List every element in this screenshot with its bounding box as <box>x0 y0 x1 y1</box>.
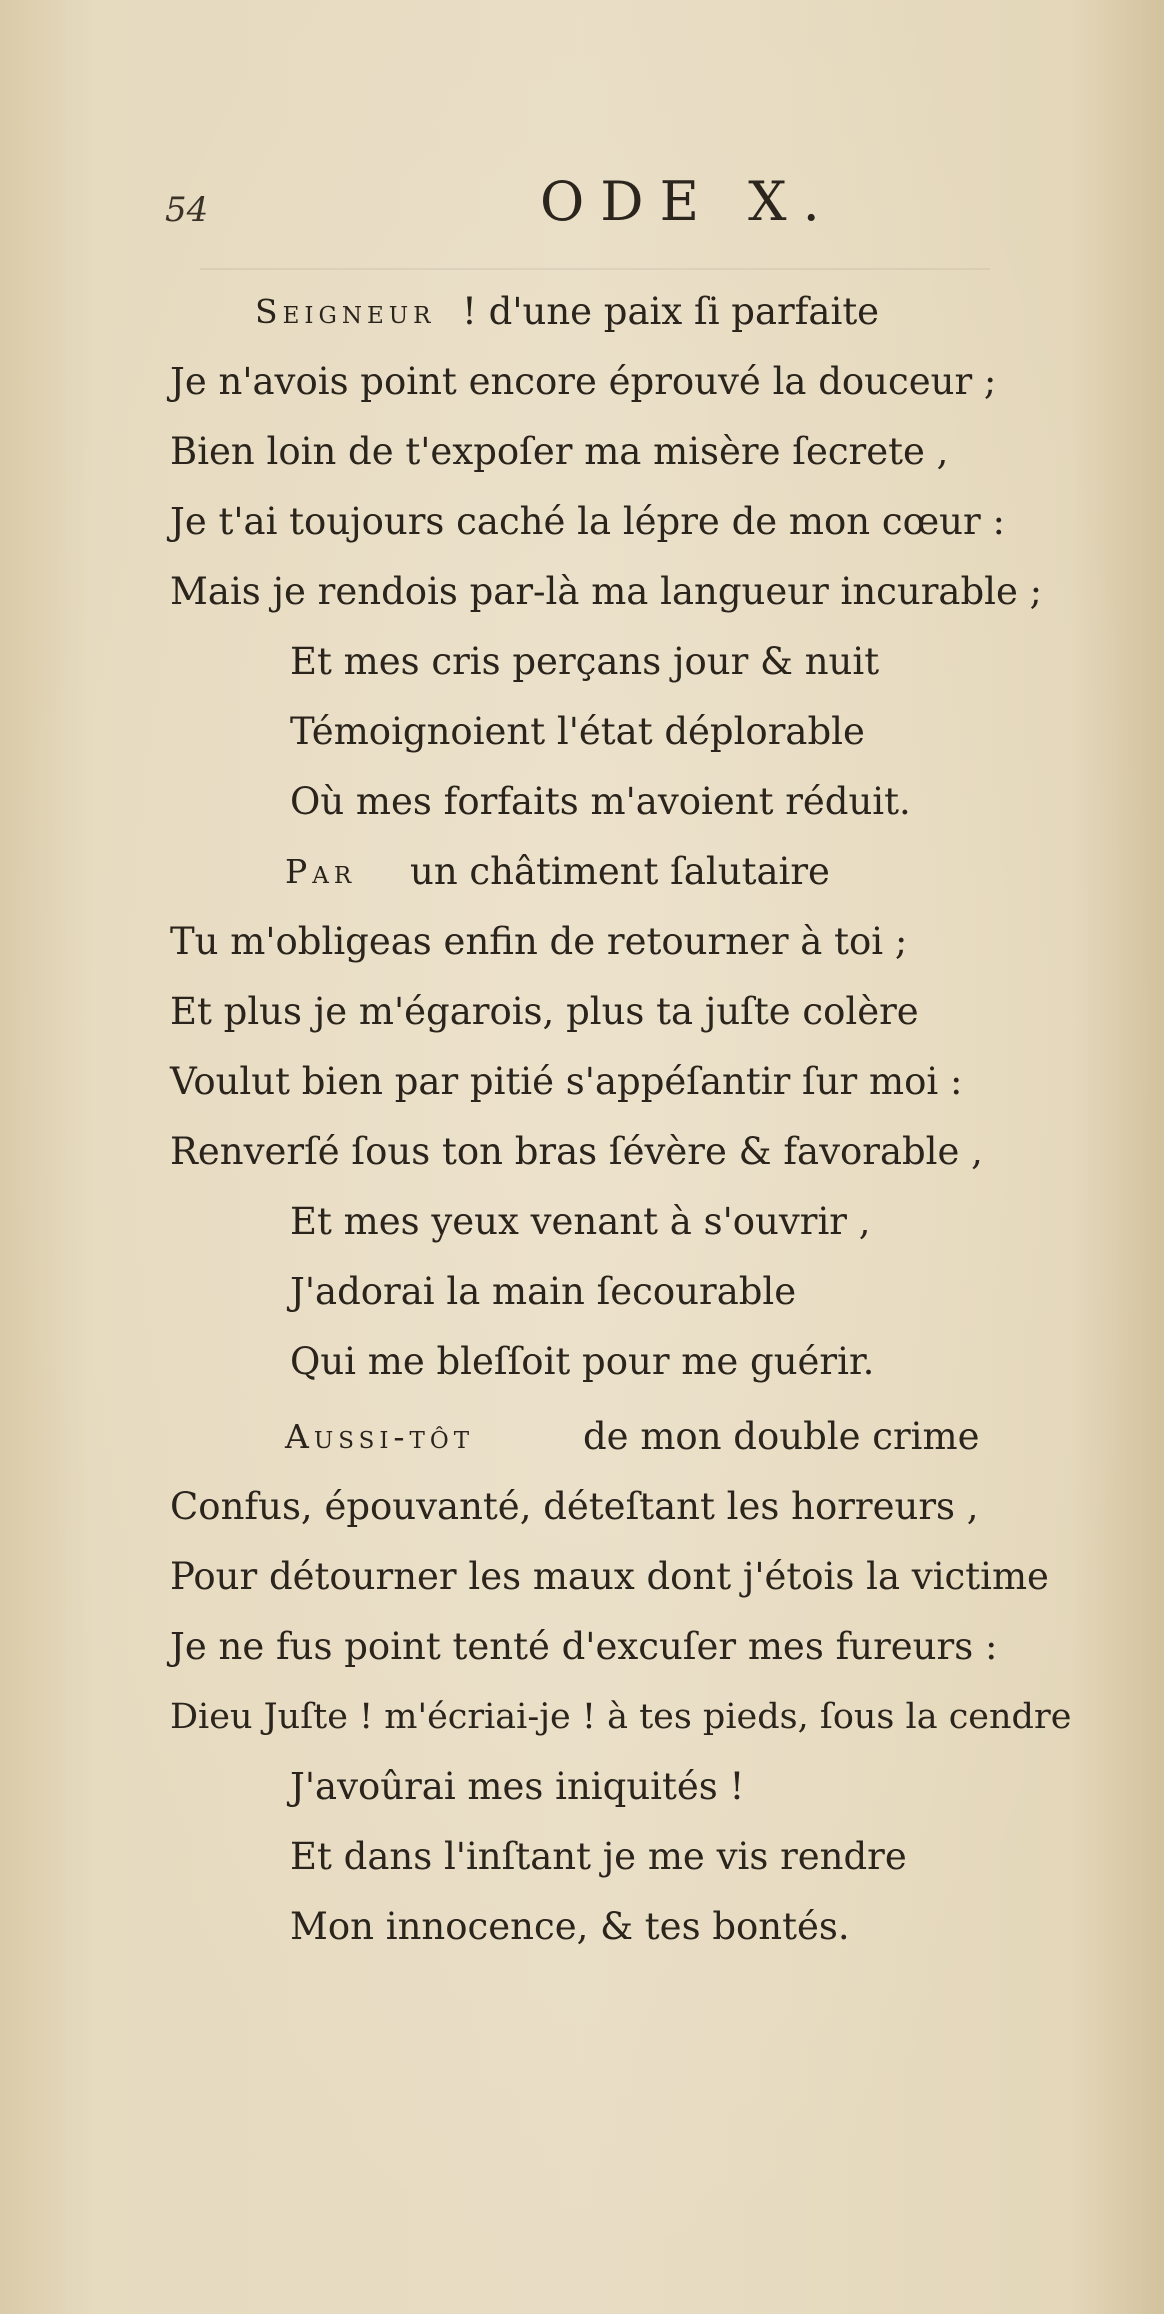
stanza-2-line-8: Qui me bleſſoit pour me guérir. <box>290 1340 875 1383</box>
stanza-2-line-7: J'adorai la main ſecourable <box>290 1270 797 1313</box>
stanza-3-line-8: Mon innocence, & tes bontés. <box>290 1905 850 1948</box>
stanza-2-line-6: Et mes yeux venant à s'ouvrir , <box>290 1200 871 1243</box>
stanza-3-line-7: Et dans l'inſtant je me vis rendre <box>290 1835 907 1878</box>
stanza-1-lead-word: Seigneur <box>255 292 436 331</box>
stanza-3-line-6: J'avoûrai mes iniquités ! <box>290 1765 745 1808</box>
stanza-3-line-2: Confus, épouvanté, déteſtant les horreurs , <box>170 1485 979 1528</box>
stanza-1-line-8: Où mes forfaits m'avoient réduit. <box>290 780 911 823</box>
stanza-2-line-4: Voulut bien par pitié s'appéſantir ſur moi : <box>170 1060 963 1103</box>
stanza-3-lead-word: Aussi-tôt <box>285 1417 475 1456</box>
stanza-2-line-2: Tu m'obligeas enfin de retourner à toi ; <box>170 920 908 963</box>
stanza-2-line-3: Et plus je m'égarois, plus ta juſte colère <box>170 990 919 1033</box>
ode-title: ODE X. <box>540 170 836 233</box>
stanza-1-line-6: Et mes cris perçans jour & nuit <box>290 640 880 683</box>
stanza-3-line-1: de mon double crime <box>583 1415 980 1458</box>
header-rule <box>200 268 990 270</box>
page-number: 54 <box>165 190 209 230</box>
stanza-3-line-5: Dieu Juſte ! m'écriai-je ! à tes pieds, ſous la cendre <box>170 1697 1072 1737</box>
stanza-3-line-3: Pour détourner les maux dont j'étois la victime <box>170 1555 1049 1598</box>
stanza-1-line-1: ! d'une paix ſi parfaite <box>462 290 880 333</box>
stanza-1-line-2: Je n'avois point encore éprouvé la douceur ; <box>170 360 997 403</box>
stanza-1-line-7: Témoignoient l'état déplorable <box>290 710 865 753</box>
stanza-2-lead-word: Par <box>285 852 357 891</box>
stanza-2-line-5: Renverſé ſous ton bras ſévère & favorable , <box>170 1130 983 1173</box>
stanza-3-line-4: Je ne fus point tenté d'excuſer mes fureurs : <box>170 1625 998 1668</box>
stanza-1-line-4: Je t'ai toujours caché la lépre de mon cœur : <box>170 500 1005 543</box>
stanza-2-line-1: un châtiment ſalutaire <box>410 850 830 893</box>
stanza-1-line-3: Bien loin de t'expoſer ma misère ſecrete , <box>170 430 949 473</box>
stanza-1-line-5: Mais je rendois par-là ma langueur incurable ; <box>170 570 1043 613</box>
running-head <box>0 160 1164 233</box>
